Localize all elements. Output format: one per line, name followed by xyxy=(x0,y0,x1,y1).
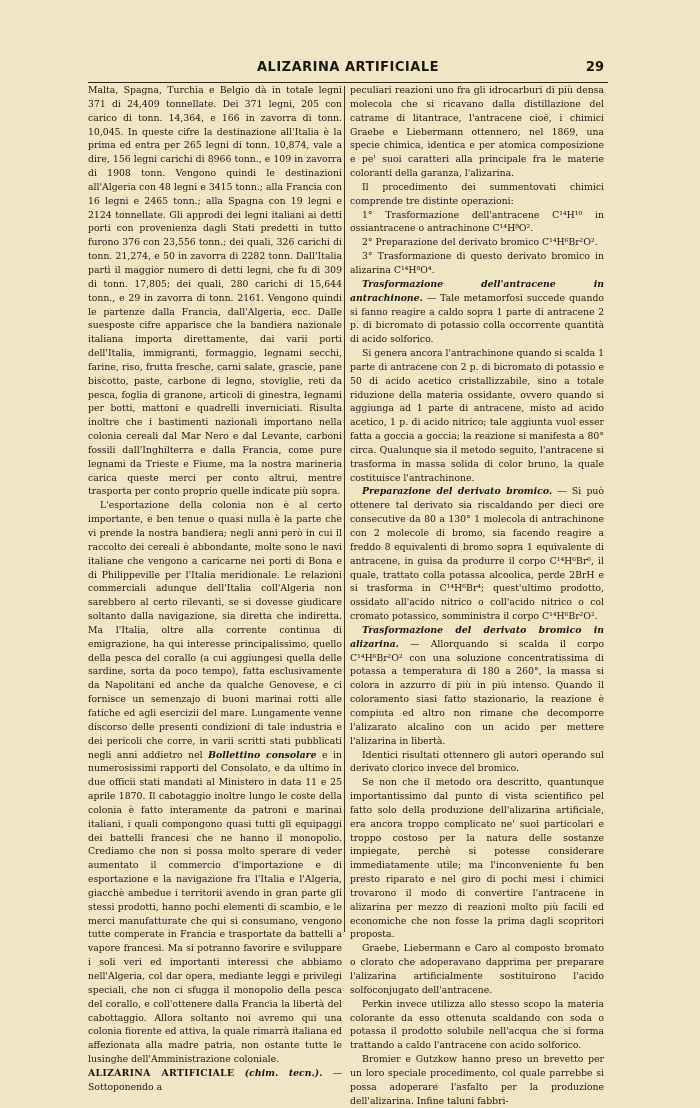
column-divider xyxy=(344,86,345,932)
right-column xyxy=(350,84,604,1108)
list-step: 2° Preparazione del derivato bromico C¹⁴H⁶Br²O². xyxy=(362,237,598,249)
paragraph: Se non che il metodo ora descritto, quantunque importantissimo dal punto di vista scientifico pel fatto solo della produzione dell'alizarina artificiale, era ancora troppo complicato ne' suoi particolari e troppo costoso per la natura delle sostanze impiegate, perchè si potesse considerare immediatamente utile; ma l'inconveniente fu ben presto riparato e nel giro di pochi mesi i chimici trovarono il modo di convertire l'antracene in alizarina per mezzo di reazioni molto più facili ed economiche che non fosse la prima dagli scopritori proposta. xyxy=(350,777,604,941)
paragraph: Graebe, Liebermann e Caro al composto bromato o clorato che adoperavano dapprima per preparare l'alizarina artificialmente sostituirono l'acido solfoconjugato dell'antracene. xyxy=(350,943,604,996)
section-heading: Trasformazione del derivato bromico in alizarina. xyxy=(350,624,604,650)
page-number: 29 xyxy=(585,60,604,75)
running-title: ALIZARINA ARTIFICIALE xyxy=(257,60,439,75)
running-header xyxy=(88,60,608,83)
italic-reference: Bollettino consolare xyxy=(208,749,317,761)
paragraph-text: — Allorquando si scalda il corpo C¹⁴H⁶Br²O² con una soluzione concentratissima di potassa a temperatura di 180 a 260°, la massa si colora in azzurro di più in più intenso. Quando il coloramento siasi fatto stazionario, la reazione è compiuta ed altro non rimane che decomporre l'alizarato alcalino con un acido per mettere l'alizarina in libertà. xyxy=(350,638,604,747)
entry-start xyxy=(88,1067,342,1095)
paragraph xyxy=(350,485,604,623)
list-step: 3° Trasformazione di questo derivato bromico in alizarina C¹⁴H⁸O⁴. xyxy=(350,251,604,276)
paragraph xyxy=(88,499,342,1067)
section-heading: Preparazione del derivato bromico. xyxy=(362,486,553,498)
paragraph: Identici risultati ottennero gli autori operando sul derivato clorico invece del bromico. xyxy=(350,749,604,775)
paragraph-text: L'esportazione della colonia non è al certo importante, e ben tenue o quasi nulla è la parte che vi prende la nostra bandiera; negli anni però in cui il raccolto dei cereali è abbondante, molte sono le navi italiane che vengono a caricarne nei porti di Bona e di Philippeville per l'Italia meridionale. Le relazioni commerciali adunque dell'Italia coll'Algeria non sarebbero al certo rilevanti, se si dovesse giudicare soltanto dalla navigazione, sia diretta che indiretta. Ma l'Italia, oltre alla corrente continua di emigrazione, ha qui interesse principalissimo, quello della pesca del corallo (a cui aggiungesi quella delle sardine, sorta da poco tempo), fatta esclusivamente da Napolitani ed anche da qualche Genovese, e ci fornisce un semenzajo di buoni marinai rotti alle fatiche ed agli esercizii del mare. Lungamente venne discorso delle presenti condizioni di tale industria e dei pericoli che corre, in varii scritti stati pubblicati negli anni addietro nel xyxy=(88,500,342,761)
entry-category: (chim. tecn.). xyxy=(244,1067,323,1079)
paragraph xyxy=(350,624,604,749)
paragraph: peculiari reazioni uno fra gli idrocarburi di più densa molecola che si ricavano dalla distillazione del catrame di litantrace, l'antracene cioè, i chimici Graebe e Liebermann ottennero, nel 1869, una specie chimica, identica e per atomica composizione e pe' suoi caratteri alla principale fra le materie coloranti della garanza, l'alizarina. xyxy=(350,85,604,180)
paragraph: Il procedimento dei summentovati chimici comprende tre distinte operazioni: xyxy=(350,181,604,207)
entry-text: — Sottoponendo a xyxy=(88,1067,342,1093)
left-column xyxy=(88,84,342,1095)
paragraph: Malta, Spagna, Turchia e Belgio dà in totale legni 371 di 24,409 tonnellate. Dei 371 legni, 205 con carico di tonn. 14,364, e 166 in zavorra di tonn. 10,045. In queste cifre la destinazione all'Italia è la prima ed entra per 265 legni di tonn. 10,874, vale a dire, 156 legni carichi di 8966 tonn., e 109 in zavorra di 1908 tonn. Vengono quindi le destinazioni all'Algeria con 48 legni e 3415 tonn.; alla Francia con 16 legni e 2465 tonn.; alla Spagna con 19 legni e 2124 tonnellate. Gli approdi dei legni italiani ai detti porti con provenienza dagli Stati predetti in tutto furono 376 con 23,556 tonn.; dei quali, 326 carichi di tonn. 21,274, e 50 in zavorra di 2282 tonn. Dall'Italia partì il maggior numero di detti legni, che fu di 309 di tonn. 17,805; dei quali, 280 carichi di 15,644 tonn., e 29 in zavorra di tonn. 2161. Vengono quindi le partenze dalla Francia, dall'Algeria, ecc. Dalle suesposte cifre apparisce che la bandiera nazionale italiana importa direttamente, dai varii porti dell'Italia, immigranti, formaggio, legnami secchi, farine, riso, frutta fresche, carni salate, grascie, pane biscotto, paste, carbone di legno, stoviglie, reti da pesca, foglia di granone, articoli di ginestra, legnami per botti, mattoni e quadrelli inverniciati. Risulta inoltre che i bastimenti nazionali importano nella colonia cereali dal Mar Nero e dal Levante, carboni fossili dall'Inghilterra e dalla Francia, come pure legnami da Trieste e Fiume, ma la nostra marineria carica queste merci per conto altrui, mentre trasporta per conto proprio quelle indicate più sopra. xyxy=(88,85,342,498)
paragraph: Perkin invece utilizza allo stesso scopo la materia colorante da esso ottenuta scaldando con soda o potassa il prodotto solubile nell'acqua che si forma trattando a caldo l'antracene con acido solforico. xyxy=(350,998,604,1052)
entry-heading: ALIZARINA ARTIFICIALE xyxy=(88,1067,235,1079)
section-heading: Trasformazione dell'antracene in antrachinone. xyxy=(350,278,604,304)
list-step: 1° Trasformazione dell'antracene C¹⁴H¹⁰ in ossiantracene o antrachinone C¹⁴H⁸O². xyxy=(350,209,604,235)
paragraph-text: e in numerosissimi rapporti del Consolato, e da ultimo in due officii stati mandati al Ministero in data 11 e 25 aprile 1870. Il cabotaggio inoltre lungo le coste della colonia è fatto interamente da patroni e marinai italiani, i quali compongono quasi tutti gli equipaggi dei battelli francesi che ne hanno il monopolio. Crediamo che non si possa molto sperare di veder aumentato il commercio d'importazione e di esportazione e la navigazione fra l'Italia e l'Algeria, giacchè ambedue i territorii avendo in gran parte gli stessi prodotti, hanno pochi elementi di scambio, e le merci manufatturate che qui si consumano, vengono tutte comperate in Francia e trasportate da battelli a vapore francesi. Ma si potranno favorire e sviluppare i soli veri ed importanti interessi che abbiamo nell'Algeria, col dar opera, mediante leggi e privilegi speciali, che non ci sfugga il monopolio della pesca del corallo, e coll'ottenere dalla Francia la libertà del cabottaggio. Allora soltanto noi avremo qui una colonia fiorente ed attiva, la quale rimarrà italiana ed affezionata alla madre patria, non ostante tutte le lusinghe dell'Amministrazione coloniale. xyxy=(88,749,343,1066)
paragraph: Si genera ancora l'antrachinone quando si scalda 1 parte di antracene con 2 p. di bicromato di potassio e 50 di acido acetico cristallizzabile, sino a totale riduzione della materia ossidante, ovvero quando si aggiunga ad 1 parte di antracene, misto ad acido acetico, 1 p. di acido nitrico; tale aggiunta vuol esser fatta a goccia a goccia; la reazione si manifesta a 80° circa. Qualunque sia il metodo seguito, l'antracene si trasforma in massa solida di color bruno, la quale costituisce l'antrachinone. xyxy=(350,348,604,484)
paragraph: Bromier e Gutzkow hanno preso un brevetto per un loro speciale procedimento, col quale parrebbe si possa adoperare l'asfalto per la produzione dell'alizarina. Infine taluni fabbri- xyxy=(350,1054,604,1107)
paragraph-text: — Tale metamorfosi succede quando si fanno reagire a caldo sopra 1 parte di antracene 2 p. di bicromato di potassio colla occorrente quantità di acido solforico. xyxy=(350,292,604,346)
paragraph-text: — Si può ottenere tal derivato sia riscaldando per dieci ore consecutive da 80 a 130° 1 molecola di antrachinone con 2 molecole di bromo, sia facendo reagire a freddo 8 equivalenti di bromo sopra 1 equivalente di antracene, in guisa da produrre il corpo C¹⁴H⁶Br⁶, il quale, trattato colla potassa alcoolica, perde 2BrH e si trasforma in C¹⁴H⁶Br⁴; quest'ultimo prodotto, ossidato all'acido nitrico o coll'acido nitrico o col cromato potassico, somministra il corpo C¹⁴H⁶Br²O². xyxy=(350,486,604,623)
paragraph xyxy=(350,278,604,347)
